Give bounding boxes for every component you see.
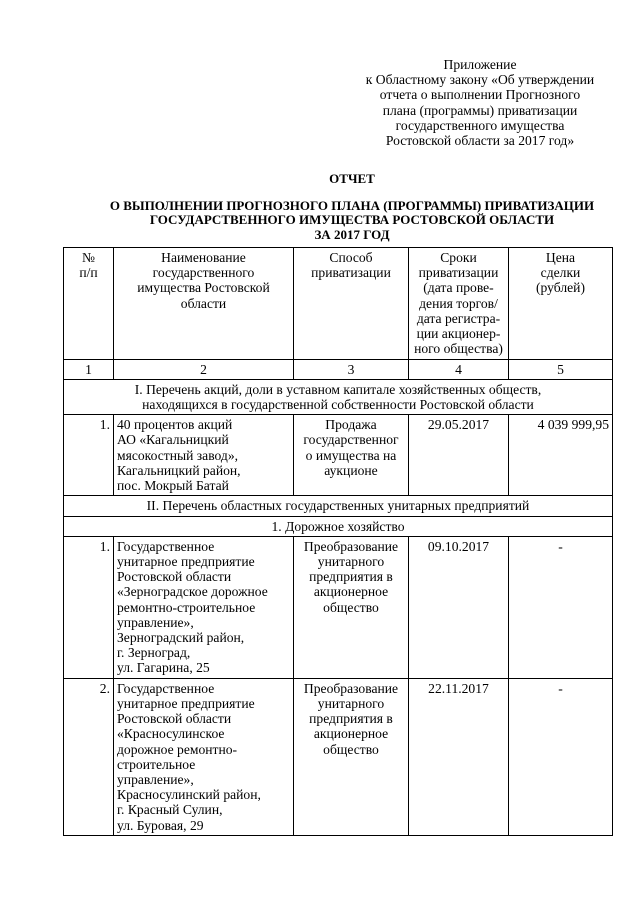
row-name: Государственное унитарное предприятие Ростовской области «Зерноградское дорожное ремонтно-строительное управление», Зерноградский район, г. Зерноград, ул. Гагарина, 25 xyxy=(114,536,294,678)
row-price: - xyxy=(509,678,613,835)
header-dates: Сроки приватизации (дата прове- дения торгов/ дата регистра- ции акционер- ного общества) xyxy=(409,248,509,360)
row-name: Государственное унитарное предприятие Ростовской области «Красносулинское дорожное ремонтно- строительное управление», Красносулинский район, г. Красный Сулин, ул. Буровая, 29 xyxy=(114,678,294,835)
title-line: ОТЧЕТ xyxy=(329,171,375,186)
title-line: О ВЫПОЛНЕНИИ ПРОГНОЗНОГО ПЛАНА (ПРОГРАММЫ) ПРИВАТИЗАЦИИ xyxy=(109,197,595,213)
row-name: 40 процентов акций АО «Кагальницкий мясокостный завод», Кагальницкий район, пос. Мокрый Батай xyxy=(114,415,294,496)
row-num: 1. xyxy=(64,536,114,678)
annex-block xyxy=(350,57,610,148)
header-method: Способ приватизации xyxy=(294,248,409,360)
annex-line: к Областному закону «Об утверждении xyxy=(365,72,595,88)
col-number: 4 xyxy=(409,359,509,379)
table-row xyxy=(64,536,613,678)
row-method: Преобразование унитарного предприятия в акционерное общество xyxy=(294,678,409,835)
row-price: - xyxy=(509,536,613,678)
annex-line: Приложение xyxy=(443,57,517,72)
table-row xyxy=(64,415,613,496)
table-header-row xyxy=(64,248,613,360)
title-line: ЗА 2017 ГОД xyxy=(314,226,390,242)
row-price: 4 039 999,95 xyxy=(509,415,613,496)
col-number: 5 xyxy=(509,359,613,379)
annex-line: плана (программы) приватизации xyxy=(382,102,578,118)
privatization-table xyxy=(63,247,613,836)
column-number-row xyxy=(64,359,613,379)
row-date: 09.10.2017 xyxy=(409,536,509,678)
section-heading-row xyxy=(64,496,613,516)
col-number: 1 xyxy=(64,359,114,379)
section-heading: II. Перечень областных государственных унитарных предприятий xyxy=(64,496,613,516)
row-method: Продажа государственног о имущества на аукционе xyxy=(294,415,409,496)
table-row xyxy=(64,678,613,835)
col-number: 2 xyxy=(114,359,294,379)
subsection-heading: 1. Дорожное хозяйство xyxy=(64,516,613,536)
row-method: Преобразование унитарного предприятия в акционерное общество xyxy=(294,536,409,678)
report-title xyxy=(64,172,640,242)
row-num: 2. xyxy=(64,678,114,835)
section-heading-row xyxy=(64,379,613,414)
row-num: 1. xyxy=(64,415,114,496)
col-number: 3 xyxy=(294,359,409,379)
section-heading: I. Перечень акций, доли в уставном капитале хозяйственных обществ, находящихся в государственной собственности Ростовской области xyxy=(64,379,613,414)
subsection-heading-row xyxy=(64,516,613,536)
annex-line: отчета о выполнении Прогнозного xyxy=(379,87,581,103)
row-date: 29.05.2017 xyxy=(409,415,509,496)
annex-line: государственного имущества xyxy=(395,117,565,133)
header-num: № п/п xyxy=(64,248,114,360)
annex-line: Ростовской области за 2017 год» xyxy=(385,133,575,149)
row-date: 22.11.2017 xyxy=(409,678,509,835)
header-price: Цена сделки (рублей) xyxy=(509,248,613,360)
header-name: Наименование государственного имущества Ростовской области xyxy=(114,248,294,360)
title-line: ГОСУДАРСТВЕННОГО ИМУЩЕСТВА РОСТОВСКОЙ ОБЛАСТИ xyxy=(149,212,555,228)
